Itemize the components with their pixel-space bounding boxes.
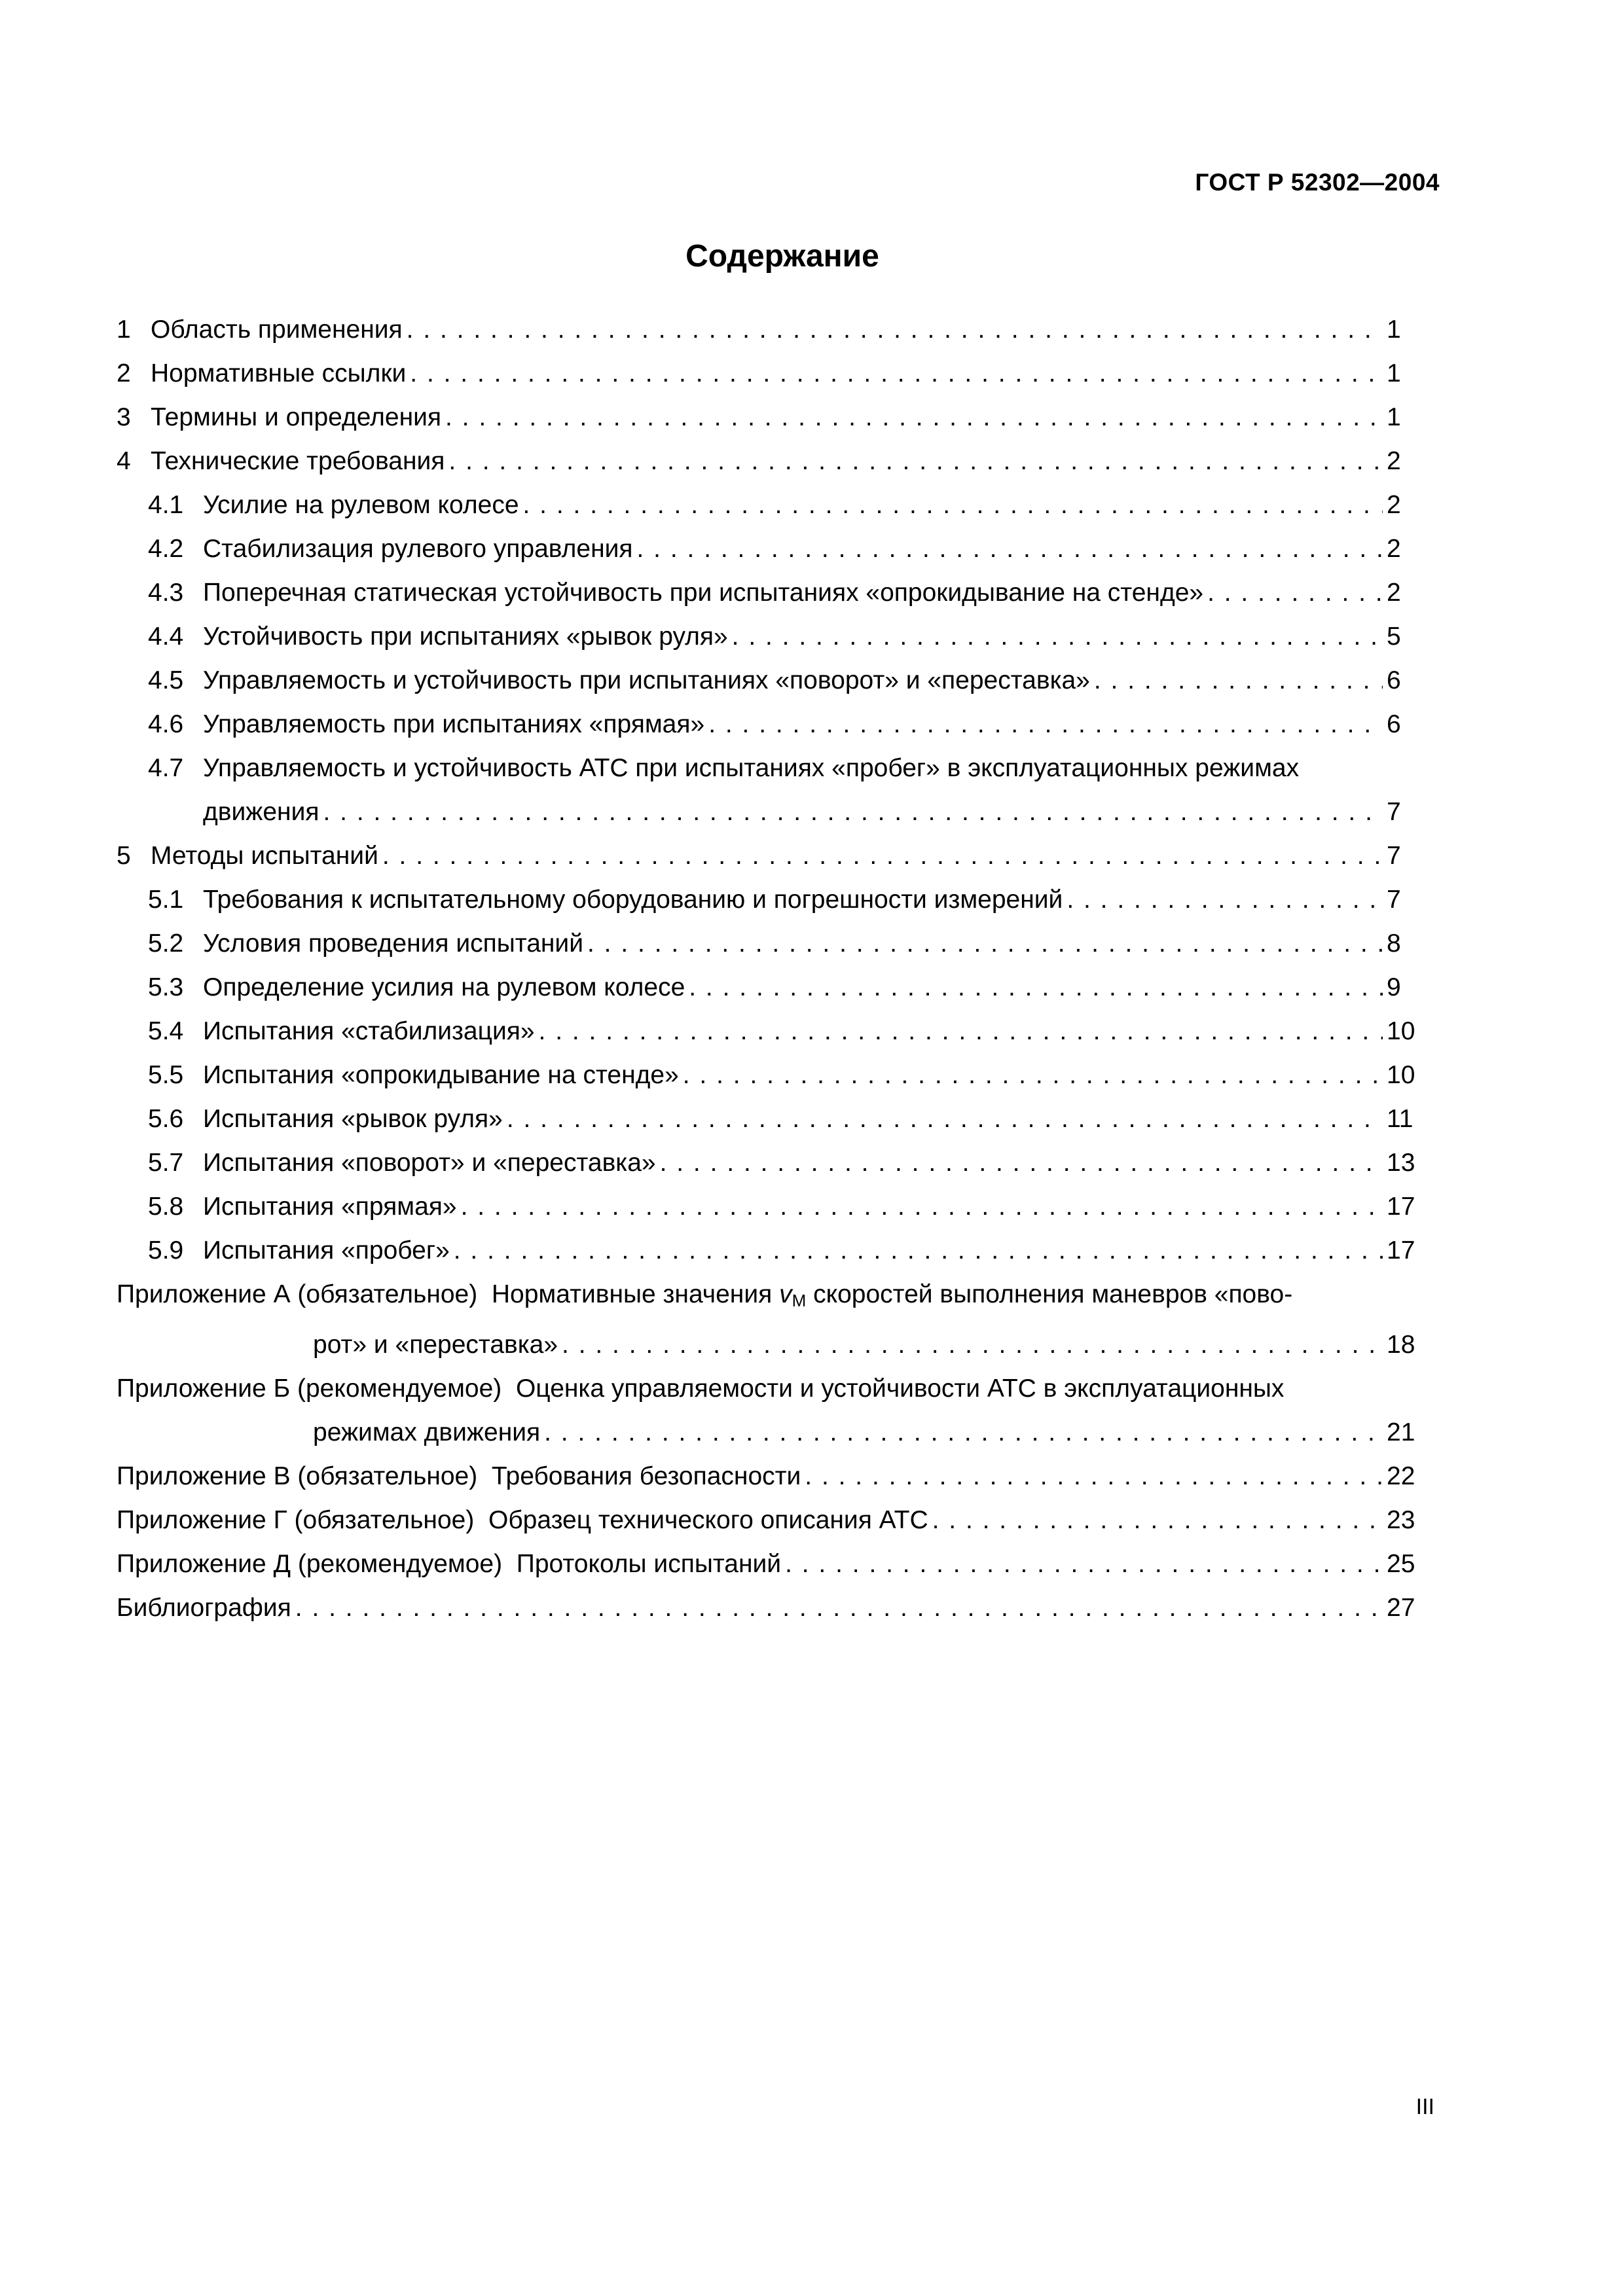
toc-label: Требования безопасности bbox=[491, 1462, 801, 1490]
toc-page: 23 bbox=[1387, 1506, 1415, 1534]
toc-label: Управляемость при испытаниях «прямая» bbox=[203, 710, 705, 738]
dot-leader bbox=[805, 1454, 1383, 1498]
toc-label: Библиография bbox=[117, 1594, 291, 1622]
appendix-name: Приложение В (обязательное) bbox=[117, 1462, 478, 1490]
dot-leader bbox=[683, 1053, 1383, 1097]
table-of-contents bbox=[117, 308, 1419, 1630]
toc-number: 4.4 bbox=[148, 622, 184, 651]
toc-number: 5.2 bbox=[148, 929, 184, 958]
toc-number: 5.6 bbox=[148, 1105, 184, 1133]
toc-page: 6 bbox=[1387, 666, 1401, 694]
toc-page: 13 bbox=[1387, 1149, 1415, 1177]
velocity-symbol: v bbox=[779, 1280, 792, 1308]
toc-number: 5.9 bbox=[148, 1236, 184, 1265]
toc-page: 2 bbox=[1387, 447, 1401, 475]
toc-page: 2 bbox=[1387, 491, 1401, 519]
toc-label: Испытания «рывок руля» bbox=[203, 1105, 503, 1133]
toc-label: Испытания «опрокидывание на стенде» bbox=[203, 1061, 679, 1089]
velocity-subscript: М bbox=[792, 1291, 807, 1310]
dot-leader bbox=[1094, 658, 1383, 702]
toc-label-continuation: рот» и «переставка» bbox=[313, 1331, 558, 1359]
dot-leader bbox=[932, 1498, 1383, 1542]
toc-entry-5-4[interactable] bbox=[117, 1009, 1419, 1053]
toc-page: 5 bbox=[1387, 622, 1401, 651]
toc-page: 21 bbox=[1387, 1418, 1415, 1446]
toc-page: 9 bbox=[1387, 973, 1401, 1001]
toc-page: 2 bbox=[1387, 579, 1401, 607]
appendix-name: Приложение Б (рекомендуемое) bbox=[117, 1374, 502, 1403]
toc-label: Нормативные ссылки bbox=[151, 359, 407, 387]
toc-entry-4-7-line2[interactable] bbox=[117, 790, 1419, 834]
toc-entry-4-3[interactable] bbox=[117, 571, 1419, 615]
toc-label: Протоколы испытаний bbox=[516, 1550, 782, 1578]
toc-number: 4.5 bbox=[148, 666, 184, 694]
toc-entry-4[interactable] bbox=[117, 439, 1419, 483]
toc-appendix-v[interactable] bbox=[117, 1454, 1419, 1498]
toc-number: 4 bbox=[117, 447, 131, 475]
toc-label: Управляемость и устойчивость при испытаниях «поворот» и «переставка» bbox=[203, 666, 1090, 694]
toc-number: 5.4 bbox=[148, 1017, 184, 1045]
dot-leader bbox=[407, 308, 1383, 351]
toc-appendix-g[interactable] bbox=[117, 1498, 1419, 1542]
toc-number: 5.8 bbox=[148, 1193, 184, 1221]
toc-label: Стабилизация рулевого управления bbox=[203, 535, 633, 563]
toc-page: 6 bbox=[1387, 710, 1401, 738]
dot-leader bbox=[382, 834, 1383, 878]
toc-entry-4-4[interactable] bbox=[117, 615, 1419, 658]
toc-number: 3 bbox=[117, 403, 131, 431]
toc-page: 7 bbox=[1387, 798, 1401, 826]
toc-number: 1 bbox=[117, 315, 131, 344]
toc-label: скоростей выполнения маневров «пово- bbox=[806, 1280, 1293, 1308]
toc-entry-5-6[interactable] bbox=[117, 1097, 1419, 1141]
toc-label: Оценка управляемости и устойчивости АТС в эксплуатационных bbox=[515, 1374, 1285, 1403]
toc-page: 17 bbox=[1387, 1193, 1415, 1221]
toc-page: 17 bbox=[1387, 1236, 1415, 1265]
toc-entry-5[interactable] bbox=[117, 834, 1419, 878]
toc-number: 4.7 bbox=[148, 754, 184, 782]
toc-page: 1 bbox=[1387, 359, 1401, 387]
toc-page: 22 bbox=[1387, 1462, 1415, 1490]
toc-entry-1[interactable] bbox=[117, 308, 1419, 351]
toc-label: Испытания «пробег» bbox=[203, 1236, 450, 1265]
appendix-name: Приложение А (обязательное) bbox=[117, 1280, 478, 1308]
toc-label-continuation: движения bbox=[203, 798, 319, 826]
dot-leader bbox=[785, 1542, 1383, 1586]
toc-number: 4.3 bbox=[148, 579, 184, 607]
toc-label: Условия проведения испытаний bbox=[203, 929, 584, 958]
dot-leader bbox=[562, 1323, 1383, 1367]
appendix-name: Приложение Г (обязательное) bbox=[117, 1506, 475, 1534]
toc-number: 5.5 bbox=[148, 1061, 184, 1089]
toc-entry-4-7-line1[interactable] bbox=[117, 746, 1419, 790]
dot-leader bbox=[323, 790, 1383, 834]
toc-page: 1 bbox=[1387, 315, 1401, 344]
dot-leader bbox=[1067, 878, 1383, 922]
page-number: III bbox=[1415, 2094, 1434, 2119]
toc-page: 1 bbox=[1387, 403, 1401, 431]
toc-label: Требования к испытательному оборудованию и погрешности измерений bbox=[203, 886, 1063, 914]
toc-entry-5-1[interactable] bbox=[117, 878, 1419, 922]
toc-label: Управляемость и устойчивость АТС при испытаниях «пробег» в эксплуатационных режимах bbox=[203, 754, 1300, 782]
toc-label: Устойчивость при испытаниях «рывок руля» bbox=[203, 622, 728, 651]
toc-label-continuation: режимах движения bbox=[313, 1418, 541, 1446]
appendix-name: Приложение Д (рекомендуемое) bbox=[117, 1550, 503, 1578]
dot-leader bbox=[544, 1410, 1383, 1454]
toc-number: 4.2 bbox=[148, 535, 184, 563]
toc-label: Методы испытаний bbox=[151, 842, 378, 870]
toc-label: Нормативные значения bbox=[491, 1280, 780, 1308]
toc-number: 4.1 bbox=[148, 491, 184, 519]
toc-page: 18 bbox=[1387, 1331, 1415, 1359]
dot-leader bbox=[732, 615, 1383, 658]
toc-page: 10 bbox=[1387, 1061, 1415, 1089]
dot-leader bbox=[689, 965, 1383, 1009]
dot-leader bbox=[295, 1586, 1383, 1630]
toc-number: 4.6 bbox=[148, 710, 184, 738]
dot-leader bbox=[461, 1185, 1383, 1229]
toc-number: 5.3 bbox=[148, 973, 184, 1001]
toc-entry-5-2[interactable] bbox=[117, 922, 1419, 965]
toc-page: 10 bbox=[1387, 1017, 1415, 1045]
toc-label: Определение усилия на рулевом колесе bbox=[203, 973, 685, 1001]
toc-label: Технические требования bbox=[151, 447, 445, 475]
dot-leader bbox=[587, 922, 1383, 965]
dot-leader bbox=[523, 483, 1383, 527]
toc-entry-5-8[interactable] bbox=[117, 1185, 1419, 1229]
toc-page: 25 bbox=[1387, 1550, 1415, 1578]
toc-label: Усилие на рулевом колесе bbox=[203, 491, 519, 519]
toc-label: Термины и определения bbox=[151, 403, 442, 431]
toc-page: 11 bbox=[1387, 1105, 1413, 1133]
dot-leader bbox=[637, 527, 1383, 571]
toc-label: Испытания «стабилизация» bbox=[203, 1017, 535, 1045]
document-code: ГОСТ Р 52302—2004 bbox=[1195, 169, 1440, 196]
toc-label: Поперечная статическая устойчивость при испытаниях «опрокидывание на стенде» bbox=[203, 579, 1204, 607]
toc-page: 8 bbox=[1387, 929, 1401, 958]
dot-leader bbox=[1207, 571, 1383, 615]
toc-entry-3[interactable] bbox=[117, 395, 1419, 439]
toc-number: 2 bbox=[117, 359, 131, 387]
toc-entry-5-3[interactable] bbox=[117, 965, 1419, 1009]
toc-number: 5 bbox=[117, 842, 131, 870]
toc-entry-5-5[interactable] bbox=[117, 1053, 1419, 1097]
dot-leader bbox=[445, 395, 1383, 439]
toc-page: 2 bbox=[1387, 535, 1401, 563]
toc-entry-4-5[interactable] bbox=[117, 658, 1419, 702]
toc-number: 5.1 bbox=[148, 886, 184, 914]
toc-label: Испытания «поворот» и «переставка» bbox=[203, 1149, 656, 1177]
toc-appendix-d[interactable] bbox=[117, 1542, 1419, 1586]
dot-leader bbox=[448, 439, 1383, 483]
dot-leader bbox=[410, 351, 1383, 395]
toc-bibliography[interactable] bbox=[117, 1586, 1419, 1630]
toc-appendix-b-line1[interactable] bbox=[117, 1367, 1419, 1410]
toc-label: Испытания «прямая» bbox=[203, 1193, 457, 1221]
toc-appendix-a-line1[interactable] bbox=[117, 1272, 1419, 1323]
toc-entry-4-1[interactable] bbox=[117, 483, 1419, 527]
toc-label: Образец технического описания АТС bbox=[488, 1506, 928, 1534]
toc-entry-5-9[interactable] bbox=[117, 1229, 1419, 1272]
toc-entry-5-7[interactable] bbox=[117, 1141, 1419, 1185]
toc-page: 27 bbox=[1387, 1594, 1415, 1622]
dot-leader bbox=[507, 1097, 1383, 1141]
toc-entry-4-2[interactable] bbox=[117, 527, 1419, 571]
dot-leader bbox=[708, 702, 1383, 746]
toc-appendix-a-line2[interactable] bbox=[117, 1323, 1419, 1367]
toc-page: 7 bbox=[1387, 886, 1401, 914]
toc-page: 7 bbox=[1387, 842, 1401, 870]
dot-leader bbox=[539, 1009, 1383, 1053]
toc-appendix-b-line2[interactable] bbox=[117, 1410, 1419, 1454]
toc-label: Область применения bbox=[151, 315, 403, 344]
dot-leader bbox=[454, 1229, 1383, 1272]
page-title: Содержание bbox=[685, 239, 879, 274]
toc-entry-4-6[interactable] bbox=[117, 702, 1419, 746]
toc-number: 5.7 bbox=[148, 1149, 184, 1177]
toc-entry-2[interactable] bbox=[117, 351, 1419, 395]
dot-leader bbox=[660, 1141, 1383, 1185]
